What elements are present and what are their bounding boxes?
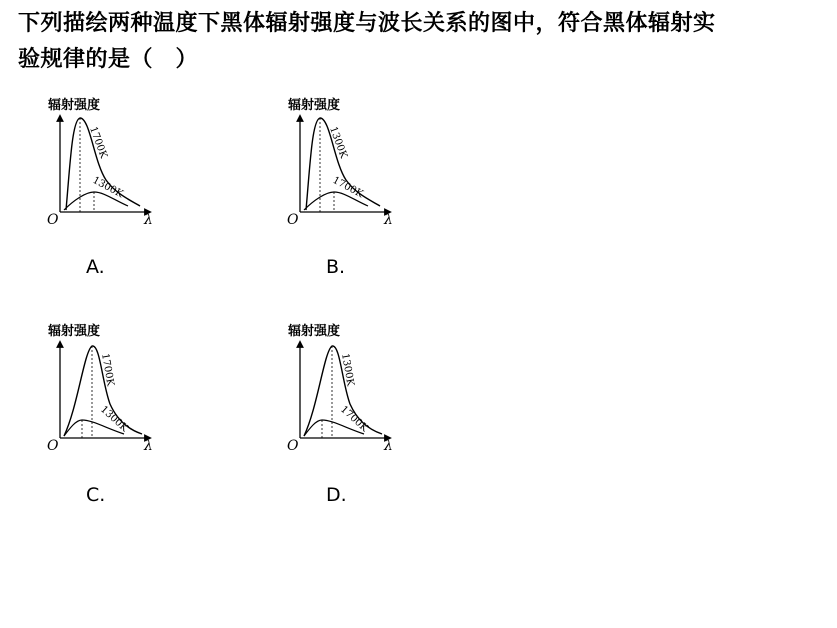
y-axis-label: 辐射强度 <box>48 98 101 113</box>
chart-a <box>44 96 156 228</box>
x-axis-symbol: λ <box>144 438 153 454</box>
question-line-2: 验规律的是（ ） <box>18 47 199 72</box>
option-c[interactable] <box>44 322 156 506</box>
chart-c <box>44 322 156 454</box>
series-label-low: 1300K <box>90 174 125 201</box>
question-text <box>18 6 828 78</box>
chart-d <box>284 322 396 454</box>
option-label: A. <box>86 256 105 278</box>
y-axis-label: 辐射强度 <box>288 324 341 339</box>
curve-high <box>306 118 380 210</box>
option-label: B. <box>326 256 346 278</box>
x-axis-symbol: λ <box>144 212 153 228</box>
series-label-low: 1300K <box>97 404 130 435</box>
x-axis-symbol: λ <box>384 438 393 454</box>
origin-label: O <box>47 212 59 228</box>
chart-b <box>284 96 396 228</box>
series-label-high: 1300K <box>339 352 356 387</box>
series-label-high: 1700K <box>99 352 116 387</box>
origin-label: O <box>47 438 59 454</box>
option-d[interactable] <box>284 322 396 506</box>
origin-label: O <box>287 212 299 228</box>
series-label-low: 1700K <box>330 174 365 201</box>
series-label-low: 1700K <box>337 404 370 435</box>
option-label: D. <box>326 484 347 506</box>
option-a[interactable] <box>44 96 156 278</box>
origin-label: O <box>287 438 299 454</box>
curve-high <box>66 118 140 210</box>
series-label-high: 1700K <box>87 125 109 160</box>
option-label: C. <box>86 484 106 506</box>
x-axis-symbol: λ <box>384 212 393 228</box>
y-axis-label: 辐射强度 <box>288 98 341 113</box>
question-line-1: 下列描绘两种温度下黑体辐射强度与波长关系的图中，符合黑体辐射实 <box>18 11 716 36</box>
series-label-high: 1300K <box>327 125 349 160</box>
y-axis-label: 辐射强度 <box>48 324 101 339</box>
option-b[interactable] <box>284 96 396 278</box>
